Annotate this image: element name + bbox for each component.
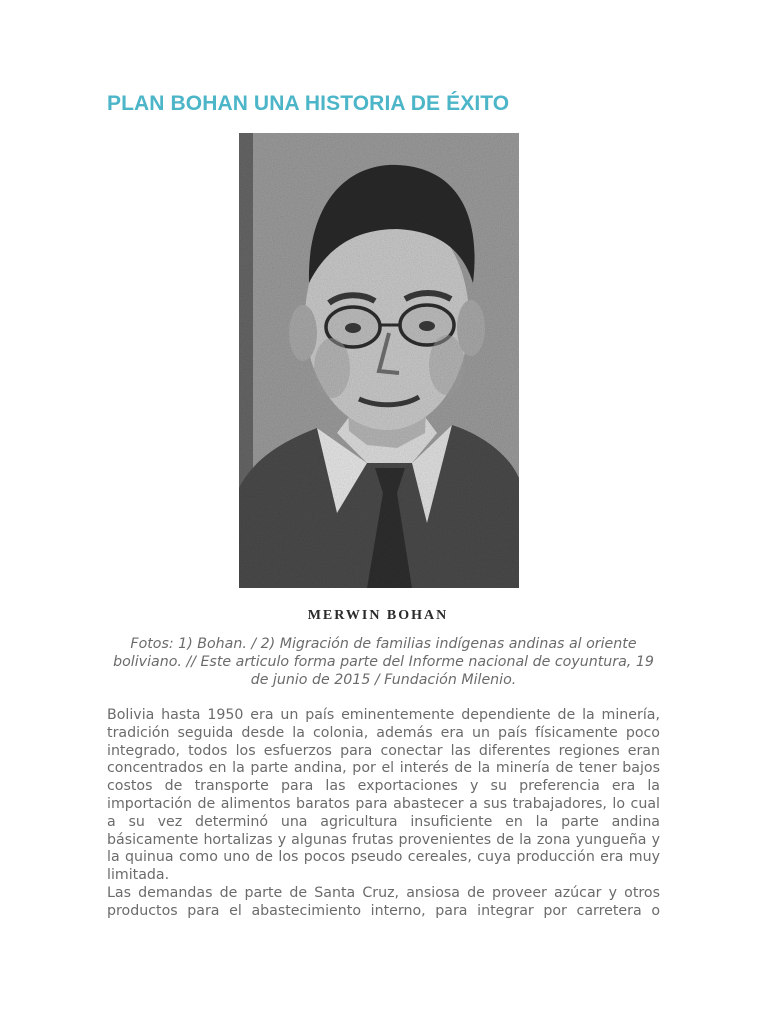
article-paragraph: Bolivia hasta 1950 era un país eminentemente dependiente de la minería, tradición seguida desde la colonia, además era un país físicamente poco integrado, todos los esfuerzos para conectar las diferentes regiones eran concentrados en la parte andina, por el interés de la minería de tener bajos costos de transporte para las exportaciones y su preferencia era la importación de alimentos baratos para abastecer a sus trabajadores, lo cual a su vez determinó una agricultura insuficiente en la parte andina básicamente hortalizas y algunas frutas provenientes de la zona yungueña y la quinua como uno de los pocos pseudo cereales, cuya producción era muy limitada.: [107, 707, 660, 884]
photo-name-label: MERWIN BOHAN: [307, 608, 449, 623]
portrait-photo: [237, 133, 519, 626]
article-body: [107, 707, 660, 921]
photo-caption: Fotos: 1) Bohan. / 2) Migración de familias indígenas andinas al oriente boliviano. // Este articulo forma parte del Informe nacional de coyuntura, 19 de junio de 2015 / Fundación Milenio.: [113, 636, 654, 688]
page-title: PLAN BOHAN UNA HISTORIA DE ÉXITO: [107, 92, 510, 115]
article-paragraph: Las demandas de parte de Santa Cruz, ansiosa de proveer azúcar y otros productos para el abastecimiento interno, para integrar por carretera o: [107, 884, 660, 919]
